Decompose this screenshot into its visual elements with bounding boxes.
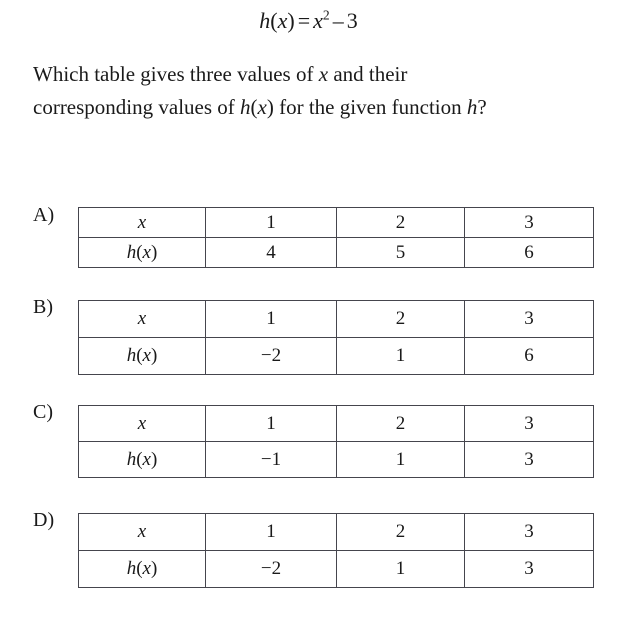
table-row — [79, 442, 594, 478]
row-header-h-var: x — [142, 241, 151, 263]
row-header-h-name: h — [126, 558, 137, 579]
choice-d-table — [78, 513, 594, 588]
row-header-open-paren: ( — [136, 241, 143, 263]
row-header-open-paren: ( — [136, 345, 143, 366]
table-row — [79, 301, 594, 338]
cell-x-1: 1 — [206, 301, 337, 338]
table-row — [79, 338, 594, 375]
prompt-question-mark: ? — [477, 95, 487, 119]
equation-base-variable: x — [313, 8, 323, 33]
prompt-function-name: h — [240, 95, 251, 119]
row-header-open-paren: ( — [136, 558, 143, 579]
prompt-variable-x: x — [318, 62, 329, 86]
row-header-x: x — [79, 208, 206, 238]
cell-x-1: 1 — [206, 514, 337, 551]
table-row — [79, 208, 594, 238]
row-header-x: x — [79, 301, 206, 338]
row-header-close-paren: ) — [150, 345, 158, 366]
equation-function-name: h — [259, 8, 271, 33]
prompt-function-name-2: h — [466, 95, 478, 119]
choice-c-table — [78, 405, 594, 478]
cell-hx-2: 1 — [337, 442, 465, 478]
row-header-hx — [79, 551, 206, 588]
row-header-h-var: x — [142, 345, 151, 366]
cell-hx-3: 6 — [465, 238, 594, 268]
cell-x-2: 2 — [337, 208, 465, 238]
equation-exponent: 2 — [322, 7, 330, 23]
cell-hx-2: 5 — [337, 238, 465, 268]
equation-argument: x — [277, 8, 288, 33]
equation-close-paren: ) — [287, 8, 295, 33]
prompt-function-open-paren: ( — [250, 95, 258, 119]
cell-x-1: 1 — [206, 406, 337, 442]
choice-label-b: B) — [33, 296, 53, 318]
cell-hx-3: 3 — [465, 442, 594, 478]
equation-constant: 3 — [346, 8, 358, 33]
equation-minus-sign: – — [332, 8, 344, 33]
cell-hx-2: 1 — [337, 551, 465, 588]
cell-x-1: 1 — [206, 208, 337, 238]
prompt-text-part-2: and their corresponding values of — [33, 62, 408, 119]
row-header-hx — [79, 238, 206, 268]
cell-x-2: 2 — [337, 406, 465, 442]
row-header-close-paren: ) — [150, 448, 158, 470]
row-header-close-paren: ) — [150, 241, 158, 263]
prompt-function-close-paren: ) — [266, 95, 274, 119]
cell-x-2: 2 — [337, 301, 465, 338]
question-prompt — [33, 58, 503, 124]
row-header-h-name: h — [126, 345, 137, 366]
cell-x-2: 2 — [337, 514, 465, 551]
row-header-hx — [79, 338, 206, 375]
cell-x-3: 3 — [465, 208, 594, 238]
row-header-hx — [79, 442, 206, 478]
cell-hx-1: −1 — [206, 442, 337, 478]
row-header-h-var: x — [142, 558, 151, 579]
row-header-x: x — [79, 406, 206, 442]
cell-hx-1: −2 — [206, 338, 337, 375]
prompt-text-part-3: for the given function — [273, 95, 467, 119]
table-row — [79, 238, 594, 268]
cell-hx-1: −2 — [206, 551, 337, 588]
cell-x-3: 3 — [465, 301, 594, 338]
cell-x-3: 3 — [465, 406, 594, 442]
choice-b-table — [78, 300, 594, 375]
table-row — [79, 551, 594, 588]
row-header-x: x — [79, 514, 206, 551]
row-header-open-paren: ( — [136, 448, 143, 470]
cell-x-3: 3 — [465, 514, 594, 551]
row-header-h-name: h — [126, 241, 137, 263]
equation-equals-sign: = — [297, 8, 311, 33]
function-equation — [0, 8, 617, 33]
cell-hx-3: 3 — [465, 551, 594, 588]
row-header-h-name: h — [126, 448, 137, 470]
choice-label-c: C) — [33, 401, 53, 423]
prompt-text-part-1: Which table gives three values of — [33, 62, 319, 86]
row-header-h-var: x — [142, 448, 151, 470]
choice-a-table — [78, 207, 594, 268]
cell-hx-1: 4 — [206, 238, 337, 268]
table-row — [79, 514, 594, 551]
choice-label-a: A) — [33, 204, 55, 226]
choice-label-d: D) — [33, 509, 55, 531]
prompt-function-argument: x — [257, 95, 267, 119]
table-row — [79, 406, 594, 442]
cell-hx-2: 1 — [337, 338, 465, 375]
equation-open-paren: ( — [270, 8, 278, 33]
cell-hx-3: 6 — [465, 338, 594, 375]
row-header-close-paren: ) — [150, 558, 158, 579]
